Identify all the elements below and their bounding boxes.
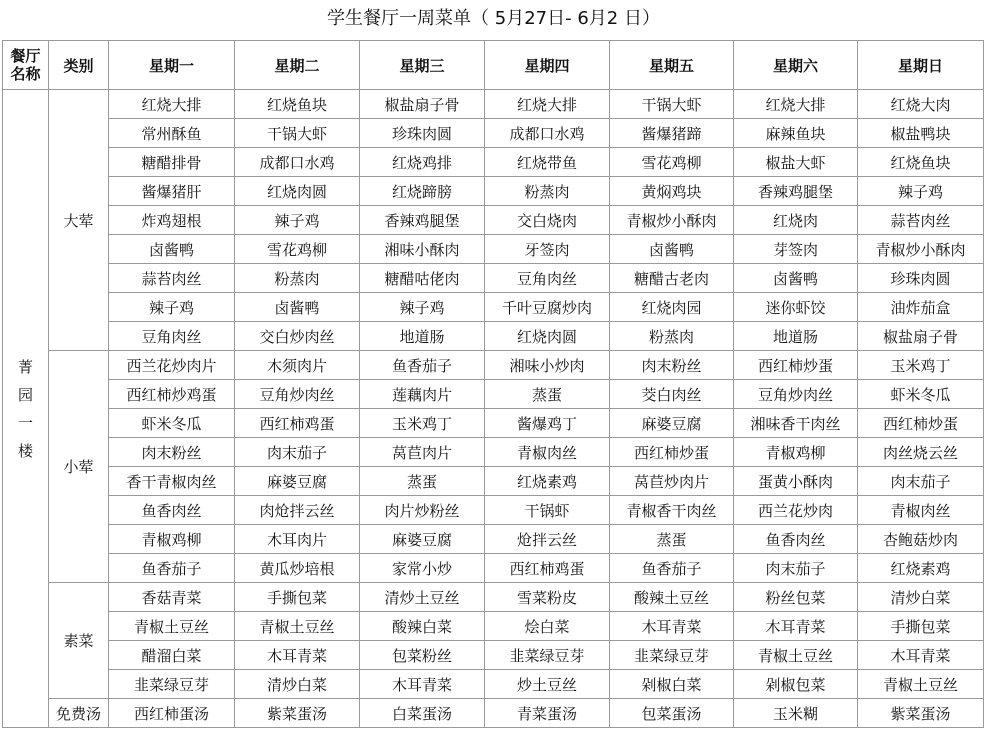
- dish-cell: 香辣鸡腿堡: [360, 206, 485, 235]
- dish-cell: 红烧带鱼: [485, 148, 610, 177]
- dish-cell: 蒸蛋: [610, 525, 734, 554]
- dish-cell: 玉米鸡丁: [360, 409, 485, 438]
- category-cell: 素菜: [49, 583, 109, 699]
- dish-cell: 红烧素鸡: [858, 554, 984, 583]
- day-header: 星期二: [235, 41, 360, 90]
- dish-cell: 红烧素鸡: [485, 467, 610, 496]
- dish-cell: 木须肉片: [235, 351, 360, 380]
- dish-cell: 鱼香肉丝: [109, 496, 235, 525]
- dish-cell: 椒盐大虾: [734, 148, 858, 177]
- dish-cell: 香干青椒肉丝: [109, 467, 235, 496]
- dish-cell: 西红柿炒蛋: [734, 351, 858, 380]
- table-row: [3, 438, 984, 467]
- dish-cell: 杏鲍菇炒肉: [858, 525, 984, 554]
- dish-cell: 红烧肉圆: [235, 177, 360, 206]
- dish-cell: 红烧蹄膀: [360, 177, 485, 206]
- dish-cell: 肉丝烧云丝: [858, 438, 984, 467]
- dish-cell: 肉片炒粉丝: [360, 496, 485, 525]
- hall-name-char: 菁: [17, 357, 33, 376]
- dish-cell: 鱼香茄子: [610, 554, 734, 583]
- dish-cell: 茭白肉丝: [610, 380, 734, 409]
- dish-cell: 肉末粉丝: [109, 438, 235, 467]
- dish-cell: 炒土豆丝: [485, 670, 610, 699]
- dish-cell: 手撕包菜: [235, 583, 360, 612]
- dish-cell: 虾米冬瓜: [109, 409, 235, 438]
- dish-cell: 麻婆豆腐: [360, 525, 485, 554]
- dish-cell: 清炒土豆丝: [360, 583, 485, 612]
- table-row: [3, 467, 984, 496]
- dish-cell: 红烧大肉: [858, 90, 984, 119]
- dish-cell: 蒸蛋: [360, 467, 485, 496]
- dish-cell: 莴苣炒肉片: [610, 467, 734, 496]
- dish-cell: 肉末茄子: [734, 554, 858, 583]
- dish-cell: 地道肠: [360, 322, 485, 351]
- menu-table: [2, 40, 984, 728]
- dish-cell: 木耳肉片: [235, 525, 360, 554]
- dish-cell: 辣子鸡: [858, 177, 984, 206]
- dish-cell: 酱爆猪肝: [109, 177, 235, 206]
- table-row: [3, 177, 984, 206]
- dish-cell: 韭菜绿豆芽: [485, 641, 610, 670]
- day-header: 星期六: [734, 41, 858, 90]
- dish-cell: 珍珠肉圆: [360, 119, 485, 148]
- header-row: [3, 41, 984, 90]
- table-row: [3, 699, 984, 728]
- dish-cell: 青菜蛋汤: [485, 699, 610, 728]
- dish-cell: 清炒白菜: [235, 670, 360, 699]
- dish-cell: 糖醋排骨: [109, 148, 235, 177]
- dish-cell: 油炸茄盒: [858, 293, 984, 322]
- dish-cell: 湘味小酥肉: [360, 235, 485, 264]
- dish-cell: 千叶豆腐炒肉: [485, 293, 610, 322]
- hall-name-char: 楼: [17, 441, 33, 460]
- dish-cell: 麻婆豆腐: [235, 467, 360, 496]
- dish-cell: 干锅虾: [485, 496, 610, 525]
- table-row: [3, 380, 984, 409]
- category-column-header: 类别: [49, 41, 109, 90]
- dish-cell: 青椒土豆丝: [858, 670, 984, 699]
- dish-cell: 青椒肉丝: [858, 496, 984, 525]
- dish-cell: 剁椒包菜: [734, 670, 858, 699]
- day-header: 星期日: [858, 41, 984, 90]
- table-row: [3, 206, 984, 235]
- day-header: 星期五: [610, 41, 734, 90]
- dish-cell: 迷你虾饺: [734, 293, 858, 322]
- dish-cell: 青椒土豆丝: [109, 612, 235, 641]
- dish-cell: 成都口水鸡: [485, 119, 610, 148]
- dish-cell: 豆角炒肉丝: [734, 380, 858, 409]
- dish-cell: 清炒白菜: [858, 583, 984, 612]
- dish-cell: 家常小炒: [360, 554, 485, 583]
- table-row: [3, 235, 984, 264]
- dish-cell: 青椒土豆丝: [734, 641, 858, 670]
- dish-cell: 包菜粉丝: [360, 641, 485, 670]
- table-row: [3, 351, 984, 380]
- dish-cell: 玉米鸡丁: [858, 351, 984, 380]
- dish-cell: 粉丝包菜: [734, 583, 858, 612]
- dish-cell: 醋溜白菜: [109, 641, 235, 670]
- dish-cell: 蒜苔肉丝: [109, 264, 235, 293]
- dish-cell: 西红柿蛋汤: [109, 699, 235, 728]
- dish-cell: 玉米糊: [734, 699, 858, 728]
- dish-cell: 青椒肉丝: [485, 438, 610, 467]
- table-row: [3, 322, 984, 351]
- dish-cell: 剁椒白菜: [610, 670, 734, 699]
- dish-cell: 豆角肉丝: [109, 322, 235, 351]
- dish-cell: 白菜蛋汤: [360, 699, 485, 728]
- hall-name-char: 一: [17, 413, 33, 432]
- hall-name-char: 园: [17, 385, 33, 404]
- day-header: 星期四: [485, 41, 610, 90]
- dish-cell: 木耳青菜: [610, 612, 734, 641]
- table-row: [3, 409, 984, 438]
- hall-name-cell: [3, 90, 49, 728]
- dish-cell: 常州酥鱼: [109, 119, 235, 148]
- dish-cell: 包菜蛋汤: [610, 699, 734, 728]
- dish-cell: 卤酱鸭: [235, 293, 360, 322]
- dish-cell: 牙签肉: [485, 235, 610, 264]
- dish-cell: 青椒炒小酥肉: [858, 235, 984, 264]
- dish-cell: 西红柿鸡蛋: [235, 409, 360, 438]
- dish-cell: 肉末茄子: [858, 467, 984, 496]
- dish-cell: 西红柿炒鸡蛋: [109, 380, 235, 409]
- table-row: [3, 554, 984, 583]
- dish-cell: 青椒炒小酥肉: [610, 206, 734, 235]
- dish-cell: 雪花鸡柳: [235, 235, 360, 264]
- dish-cell: 肉炝拌云丝: [235, 496, 360, 525]
- dish-cell: 干锅大虾: [610, 90, 734, 119]
- dish-cell: 黄焖鸡块: [610, 177, 734, 206]
- table-row: [3, 583, 984, 612]
- dish-cell: 成都口水鸡: [235, 148, 360, 177]
- dish-cell: 炝拌云丝: [485, 525, 610, 554]
- dish-cell: 红烧大排: [734, 90, 858, 119]
- dish-cell: 木耳青菜: [734, 612, 858, 641]
- table-row: [3, 612, 984, 641]
- hall-header-line2: 名称: [10, 65, 41, 83]
- dish-cell: 红烧肉圆: [485, 322, 610, 351]
- dish-cell: 西兰花炒肉片: [109, 351, 235, 380]
- dish-cell: 酸辣土豆丝: [610, 583, 734, 612]
- dish-cell: 椒盐扇子骨: [858, 322, 984, 351]
- dish-cell: 豆角肉丝: [485, 264, 610, 293]
- dish-cell: 香菇青菜: [109, 583, 235, 612]
- dish-cell: 芽签肉: [734, 235, 858, 264]
- table-row: [3, 670, 984, 699]
- dish-cell: 炸鸡翅根: [109, 206, 235, 235]
- dish-cell: 蛋黄小酥肉: [734, 467, 858, 496]
- dish-cell: 西兰花炒肉: [734, 496, 858, 525]
- dish-cell: 青椒鸡柳: [109, 525, 235, 554]
- dish-cell: 青椒香干肉丝: [610, 496, 734, 525]
- table-row: [3, 264, 984, 293]
- dish-cell: 交白炒肉丝: [235, 322, 360, 351]
- dish-cell: 椒盐扇子骨: [360, 90, 485, 119]
- dish-cell: 辣子鸡: [109, 293, 235, 322]
- hall-column-header: [3, 41, 49, 90]
- dish-cell: 香辣鸡腿堡: [734, 177, 858, 206]
- dish-cell: 鱼香茄子: [360, 351, 485, 380]
- table-row: [3, 148, 984, 177]
- dish-cell: 手撕包菜: [858, 612, 984, 641]
- dish-cell: 紫菜蛋汤: [235, 699, 360, 728]
- dish-cell: 麻婆豆腐: [610, 409, 734, 438]
- dish-cell: 粉蒸肉: [610, 322, 734, 351]
- dish-cell: 鱼香肉丝: [734, 525, 858, 554]
- dish-cell: 地道肠: [734, 322, 858, 351]
- dish-cell: 干锅大虾: [235, 119, 360, 148]
- dish-cell: 虾米冬瓜: [858, 380, 984, 409]
- dish-cell: 酱爆猪蹄: [610, 119, 734, 148]
- dish-cell: 酸辣白菜: [360, 612, 485, 641]
- dish-cell: 蒸蛋: [485, 380, 610, 409]
- table-row: [3, 496, 984, 525]
- dish-cell: 红烧大排: [109, 90, 235, 119]
- table-row: [3, 90, 984, 119]
- dish-cell: 红烧大排: [485, 90, 610, 119]
- dish-cell: 肉末茄子: [235, 438, 360, 467]
- table-row: [3, 119, 984, 148]
- dish-cell: 烩白菜: [485, 612, 610, 641]
- page-title: 学生餐厅一周菜单（ 5月27日- 6月2 日）: [327, 8, 660, 29]
- dish-cell: 辣子鸡: [360, 293, 485, 322]
- dish-cell: 交白烧肉: [485, 206, 610, 235]
- dish-cell: 紫菜蛋汤: [858, 699, 984, 728]
- table-row: [3, 525, 984, 554]
- dish-cell: 木耳青菜: [858, 641, 984, 670]
- dish-cell: 红烧鱼块: [858, 148, 984, 177]
- dish-cell: 莲藕肉片: [360, 380, 485, 409]
- dish-cell: 西红柿炒蛋: [610, 438, 734, 467]
- dish-cell: 青椒土豆丝: [235, 612, 360, 641]
- dish-cell: 酱爆鸡丁: [485, 409, 610, 438]
- dish-cell: 卤酱鸭: [734, 264, 858, 293]
- table-row: [3, 293, 984, 322]
- dish-cell: 红烧鱼块: [235, 90, 360, 119]
- dish-cell: 卤酱鸭: [109, 235, 235, 264]
- dish-cell: 珍珠肉圆: [858, 264, 984, 293]
- dish-cell: 蒜苔肉丝: [858, 206, 984, 235]
- dish-cell: 黄瓜炒培根: [235, 554, 360, 583]
- dish-cell: 红烧肉: [734, 206, 858, 235]
- dish-cell: 雪花鸡柳: [610, 148, 734, 177]
- category-cell: 大荤: [49, 90, 109, 351]
- dish-cell: 粉蒸肉: [485, 177, 610, 206]
- dish-cell: 湘味香干肉丝: [734, 409, 858, 438]
- dish-cell: 糖醋咕佬肉: [360, 264, 485, 293]
- dish-cell: 木耳青菜: [360, 670, 485, 699]
- category-cell: 小荤: [49, 351, 109, 583]
- dish-cell: 椒盐鸭块: [858, 119, 984, 148]
- dish-cell: 糖醋古老肉: [610, 264, 734, 293]
- dish-cell: 木耳青菜: [235, 641, 360, 670]
- dish-cell: 辣子鸡: [235, 206, 360, 235]
- dish-cell: 红烧肉园: [610, 293, 734, 322]
- table-row: [3, 641, 984, 670]
- day-header: 星期一: [109, 41, 235, 90]
- dish-cell: 粉蒸肉: [235, 264, 360, 293]
- dish-cell: 豆角炒肉丝: [235, 380, 360, 409]
- dish-cell: 韭菜绿豆芽: [610, 641, 734, 670]
- dish-cell: 卤酱鸭: [610, 235, 734, 264]
- dish-cell: 西红柿鸡蛋: [485, 554, 610, 583]
- dish-cell: 韭菜绿豆芽: [109, 670, 235, 699]
- dish-cell: 湘味小炒肉: [485, 351, 610, 380]
- dish-cell: 麻辣鱼块: [734, 119, 858, 148]
- dish-cell: 红烧鸡排: [360, 148, 485, 177]
- hall-header-line1: 餐厅: [10, 47, 41, 65]
- dish-cell: 莴苣肉片: [360, 438, 485, 467]
- dish-cell: 青椒鸡柳: [734, 438, 858, 467]
- category-cell: 免费汤: [49, 699, 109, 728]
- dish-cell: 西红柿炒蛋: [858, 409, 984, 438]
- dish-cell: 雪菜粉皮: [485, 583, 610, 612]
- dish-cell: 肉末粉丝: [610, 351, 734, 380]
- day-header: 星期三: [360, 41, 485, 90]
- dish-cell: 鱼香茄子: [109, 554, 235, 583]
